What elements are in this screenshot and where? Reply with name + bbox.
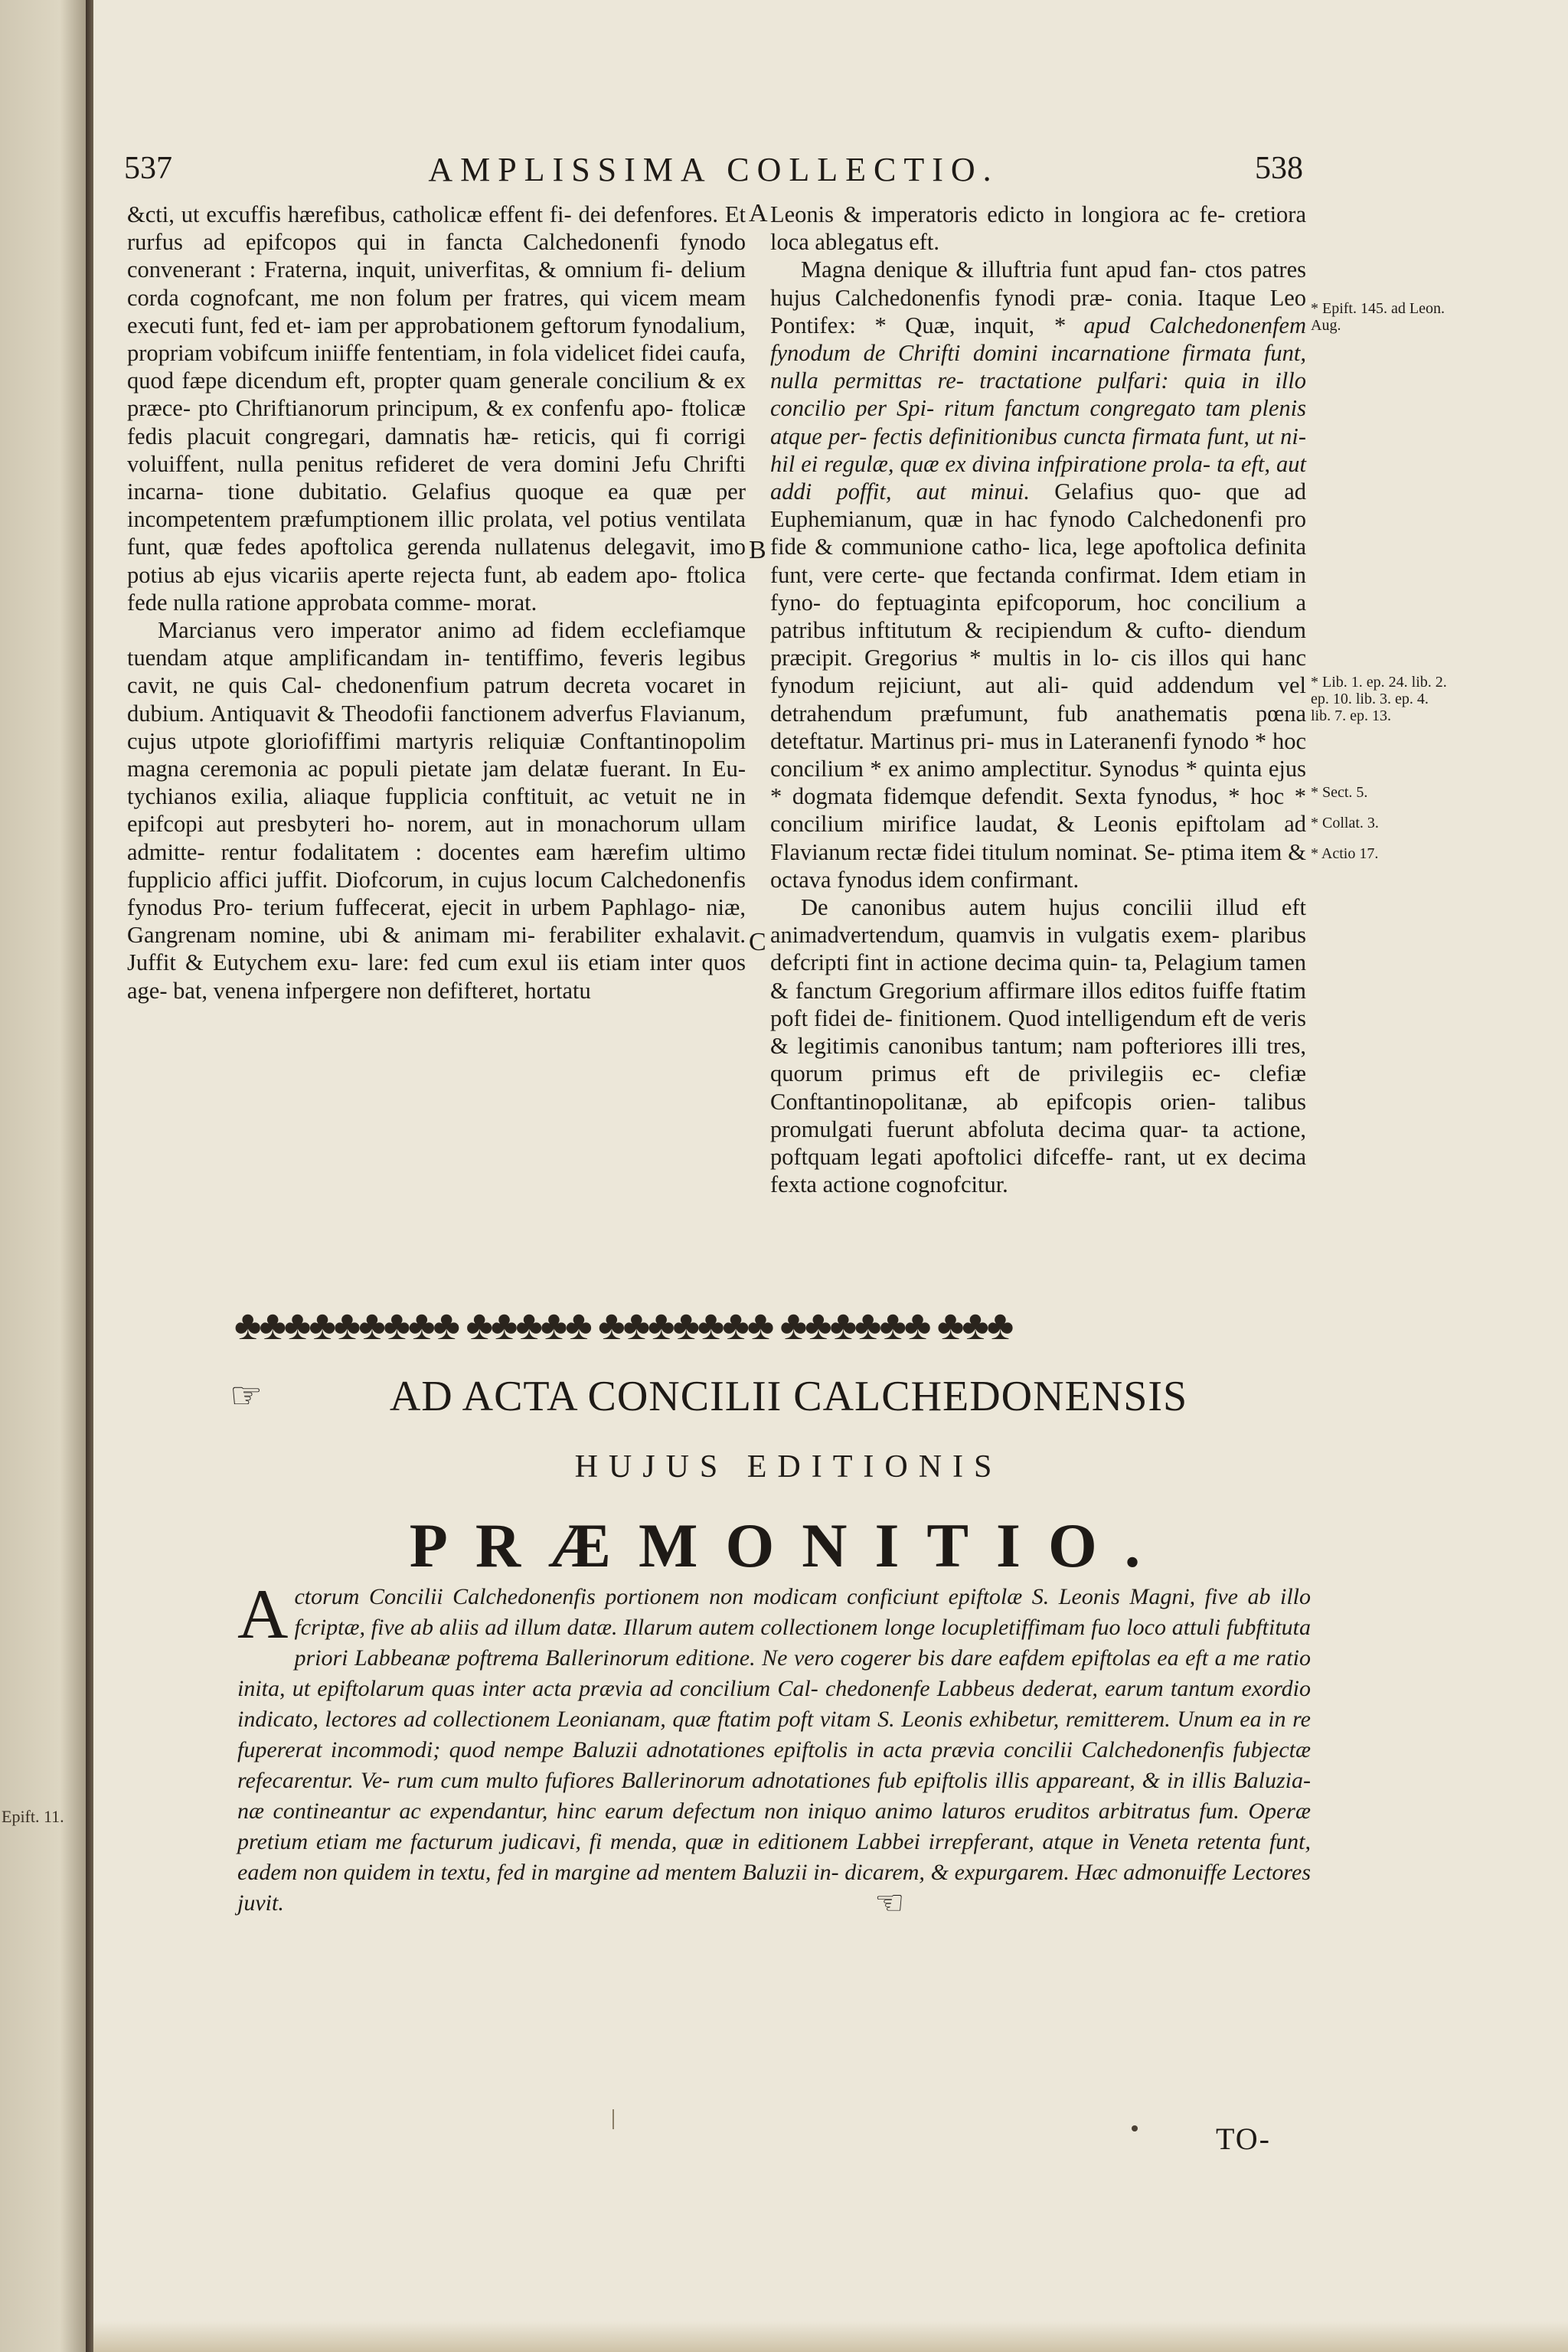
right-column xyxy=(770,201,1306,1198)
section-marker-c: C xyxy=(749,928,766,956)
right-paragraph-1: Leonis & imperatoris edicto in longiora ac fe- cretiora loca ablegatus eft. xyxy=(770,201,1306,256)
margin-note-sect: * Sect. 5. xyxy=(1311,784,1368,801)
left-column xyxy=(127,201,746,1004)
right-paragraph-3: De canonibus autem hujus concilii illud eft animadvertendum, quamvis in vulgatis exem- plaribus defcripti fint in actione decima quin- ta, Pelagium tamen & fanctum Gregorium affirmare illos editos fuiffe ftatim poft fidei de- finitionem. Quod intelligendum eft de veris & legitimis canonibus tantum; nam pofteriores illi tres, quorum primus eft de privilegiis ec- clefiæ Conftantinopolitanæ, ab epifcopis orien- talibus promulgati fuerunt abfoluta decima quar- ta actione, poftquam legati apoftolici difceffe- rant, ut ex decima fexta actione cognofcitur. xyxy=(770,894,1306,1198)
pointing-hand-icon: ☞ xyxy=(230,1376,263,1416)
hand-flourish-icon: ☜ xyxy=(874,1884,905,1922)
page-edge-shadow xyxy=(93,2321,1568,2352)
ornament-band: ♣♣♣♣♣♣♣♣♣ ♣♣♣♣♣ ♣♣♣♣♣♣♣ ♣♣♣♣♣♣ ♣♣♣ xyxy=(234,1302,1012,1348)
section-marker-b: B xyxy=(749,536,766,564)
premonitio-heading: PRÆMONITIO. xyxy=(409,1511,1168,1580)
adjacent-page-edge xyxy=(0,0,86,2352)
margin-note-epist: * Epift. 145. ad Leon. Aug. xyxy=(1311,300,1445,334)
margin-note-lib: * Lib. 1. ep. 24. lib. 2. ep. 10. lib. 3. ep. 4. lib. 7. ep. 13. xyxy=(1311,674,1447,724)
leo-quotation: * apud Calchedonenfem fynodum de Chrifti domini incarnatione firmata funt, nulla permittas re- tractatione pulfari: quia in illo concilio per Spi- ritum fanctum congregato tam plenis atque per- fectis definitionibus cuncta firmata funt, ut ni- hil ei regulæ, quæ ex divina infpiratione prola- ta eft, aut addi poffit, aut minui. xyxy=(770,312,1306,505)
premonitio-body: ctorum Concilii Calchedonenfis portionem non modicam conficiunt epiftolæ S. Leonis Magni, five ab illo fcriptæ, five ab aliis ad illum datæ. Illarum autem collectionem longe locupletiffimam fuo loco attuli fubftituta priori Labbeanæ poftrema Ballerinorum editione. Ne vero cogerer bis dare eafdem epiftolas ea eft a me ratio inita, ut epiftolarum quas inter acta prævia ad concilium Cal- chedonenfe Labbeus dederat, earum tantum exordio indicato, lectores ad collectionem Leonianam, quæ ftatim poft vitam S. Leonis exhibetur, remitterem. Unum ea in re fupererat incommodi; quod nempe Baluzii adnotationes epiftolis in acta prævia concilii Calchedonenfis fubjectæ refecarentur. Ve- rum cum multo fufiores Ballerinorum adnotationes fub epiftolis illis appareant, & in illis Baluzia- næ contineantur ac expendantur, hinc earum defectum non iniquo animo laturos eruditos arbitratus fum. Operæ pretium etiam me facturum judicavi, fi menda, quæ in editionem Labbei irrepferant, atque in Veneta retenta funt, eadem non quidem in textu, fed in margine ad mentem Baluzii in- dicarem, & expurgarem. Hæc admonuiffe Lectores juvit. xyxy=(237,1584,1311,1916)
print-mark xyxy=(612,2109,614,2129)
section-marker-a: A xyxy=(749,199,768,227)
page-header xyxy=(124,150,1303,196)
left-paragraph-2: Marcianus vero imperator animo ad fidem ecclefiamque tuendam atque amplificandam in- tentiffimo, feveris legibus cavit, ne quis Cal- chedonenfium patrum decreta vocaret in dubium. Antiquavit & Theodofii fanctionem adverfus Flavianum, cujus utpote gloriofiffimi martyris reliquiæ Conftantinopolim magna ceremonia ac populi pietate jam delatæ fuerant. In Eu- tychianos exilia, aliaque fupplicia conftituit, ac vetuit ne in epifcopi aut presbyteri ho- norem, aut in monachorum ullam admitte- rentur fodalitatem : docentes eam hærefim ultimo fupplicio affici juffit. Diofcorum, in cujus locum Calchedonenfis fynodus Pro- terium fuffecerat, ejecit in urbem Paphlago- niæ, Gangrenam nomine, ubi & animam mi- ferabiliter exhalavit. Juffit & Eutychem exu- lare: fed cum exul iis etiam inter quos age- bat, venena infpergere non defifteret, hortatu xyxy=(127,617,746,1004)
margin-note-collat: * Collat. 3. xyxy=(1311,815,1379,831)
right-paragraph-2-end: Gelafius quo- que ad Euphemianum, quæ in hac fynodo Calchedonenfi pro fide & communione catho- lica, lege apoftolica definita funt, vere certe- que fectanda confirmat. Idem etiam in fyno- do feptuaginta epifcoporum, hoc concilium a patribus inftitutum & recipiendum & cufto- diendum præcipit. Gregorius * multis in lo- cis illos qui hanc fynodum rejiciunt, aut ali- quid addendum vel detrahendum præfumunt, fub anathematis pœna deteftatur. Martinus pri- mus in Lateranenfi fynodo * hoc concilium * ex animo amplectitur. Synodus * quinta ejus * dogmata fidemque defendit. Sexta fynodus, * hoc * concilium mirifice laudat, & Leonis epiftolam ad Flavianum rectæ fidei titulum nominat. Se- ptima item & octava fynodus idem confirmant. xyxy=(770,479,1306,893)
drop-cap: A xyxy=(237,1575,289,1653)
premonitio-text xyxy=(237,1575,1311,1919)
catchword: TO- xyxy=(1216,2122,1271,2156)
right-paragraph-2 xyxy=(770,256,1306,893)
right-page-number: 538 xyxy=(1255,151,1303,186)
book-gutter xyxy=(86,0,93,2352)
margin-note-actio: * Actio 17. xyxy=(1311,845,1379,862)
section-title: AD ACTA CONCILII CALCHEDONENSIS xyxy=(389,1373,1188,1420)
running-title: AMPLISSIMA COLLECTIO. xyxy=(428,151,999,188)
print-dot xyxy=(1132,2125,1138,2132)
section-subtitle: HUJUS EDITIONIS xyxy=(574,1449,1003,1485)
right-paragraph-2-start: Magna denique & illuftria funt apud fan- ctos patres hujus Calchedonenfis fynodi præ- conia. Itaque Leo Pontifex: * Quæ, inquit, xyxy=(770,256,1306,338)
left-margin-fragment: Epift. 11. xyxy=(2,1807,64,1826)
left-paragraph-1: &cti, ut excuffis hærefibus, catholicæ effent fi- dei defenfores. Et rurfus ad epifcopos qui in fancta Calchedonenfi fynodo convenerant : Fraterna, inquit, univerfitas, & omnium fi- delium corda cognofcant, me non folum per fratres, qui vicem meam executi funt, fed et- iam per approbationem geftorum fynodalium, propriam vobifcum iniiffe fententiam, in fola videlicet fidei caufa, quod fæpe dicendum eft, propter quam generale concilium & ex præce- pto Chriftianorum principum, & ex confenfu apo- ftolicæ fedis placuit congregari, damnatis hæ- reticis, qui fi corrigi voluiffent, nulla penitus refideret de vera domini Jefu Chrifti incarna- tione dubitatio. Gelafius quoque ea quæ per incompetentem præfumptionem illic prolata, vel potius ventilata funt, quæ fedes apoftolica gerenda nullatenus delegavit, imo potius ab ejus vicariis aperte rejecta funt, ab eadem apo- ftolica fede nulla ratione approbata comme- morat. xyxy=(127,201,746,616)
left-page-number: 537 xyxy=(124,151,172,186)
